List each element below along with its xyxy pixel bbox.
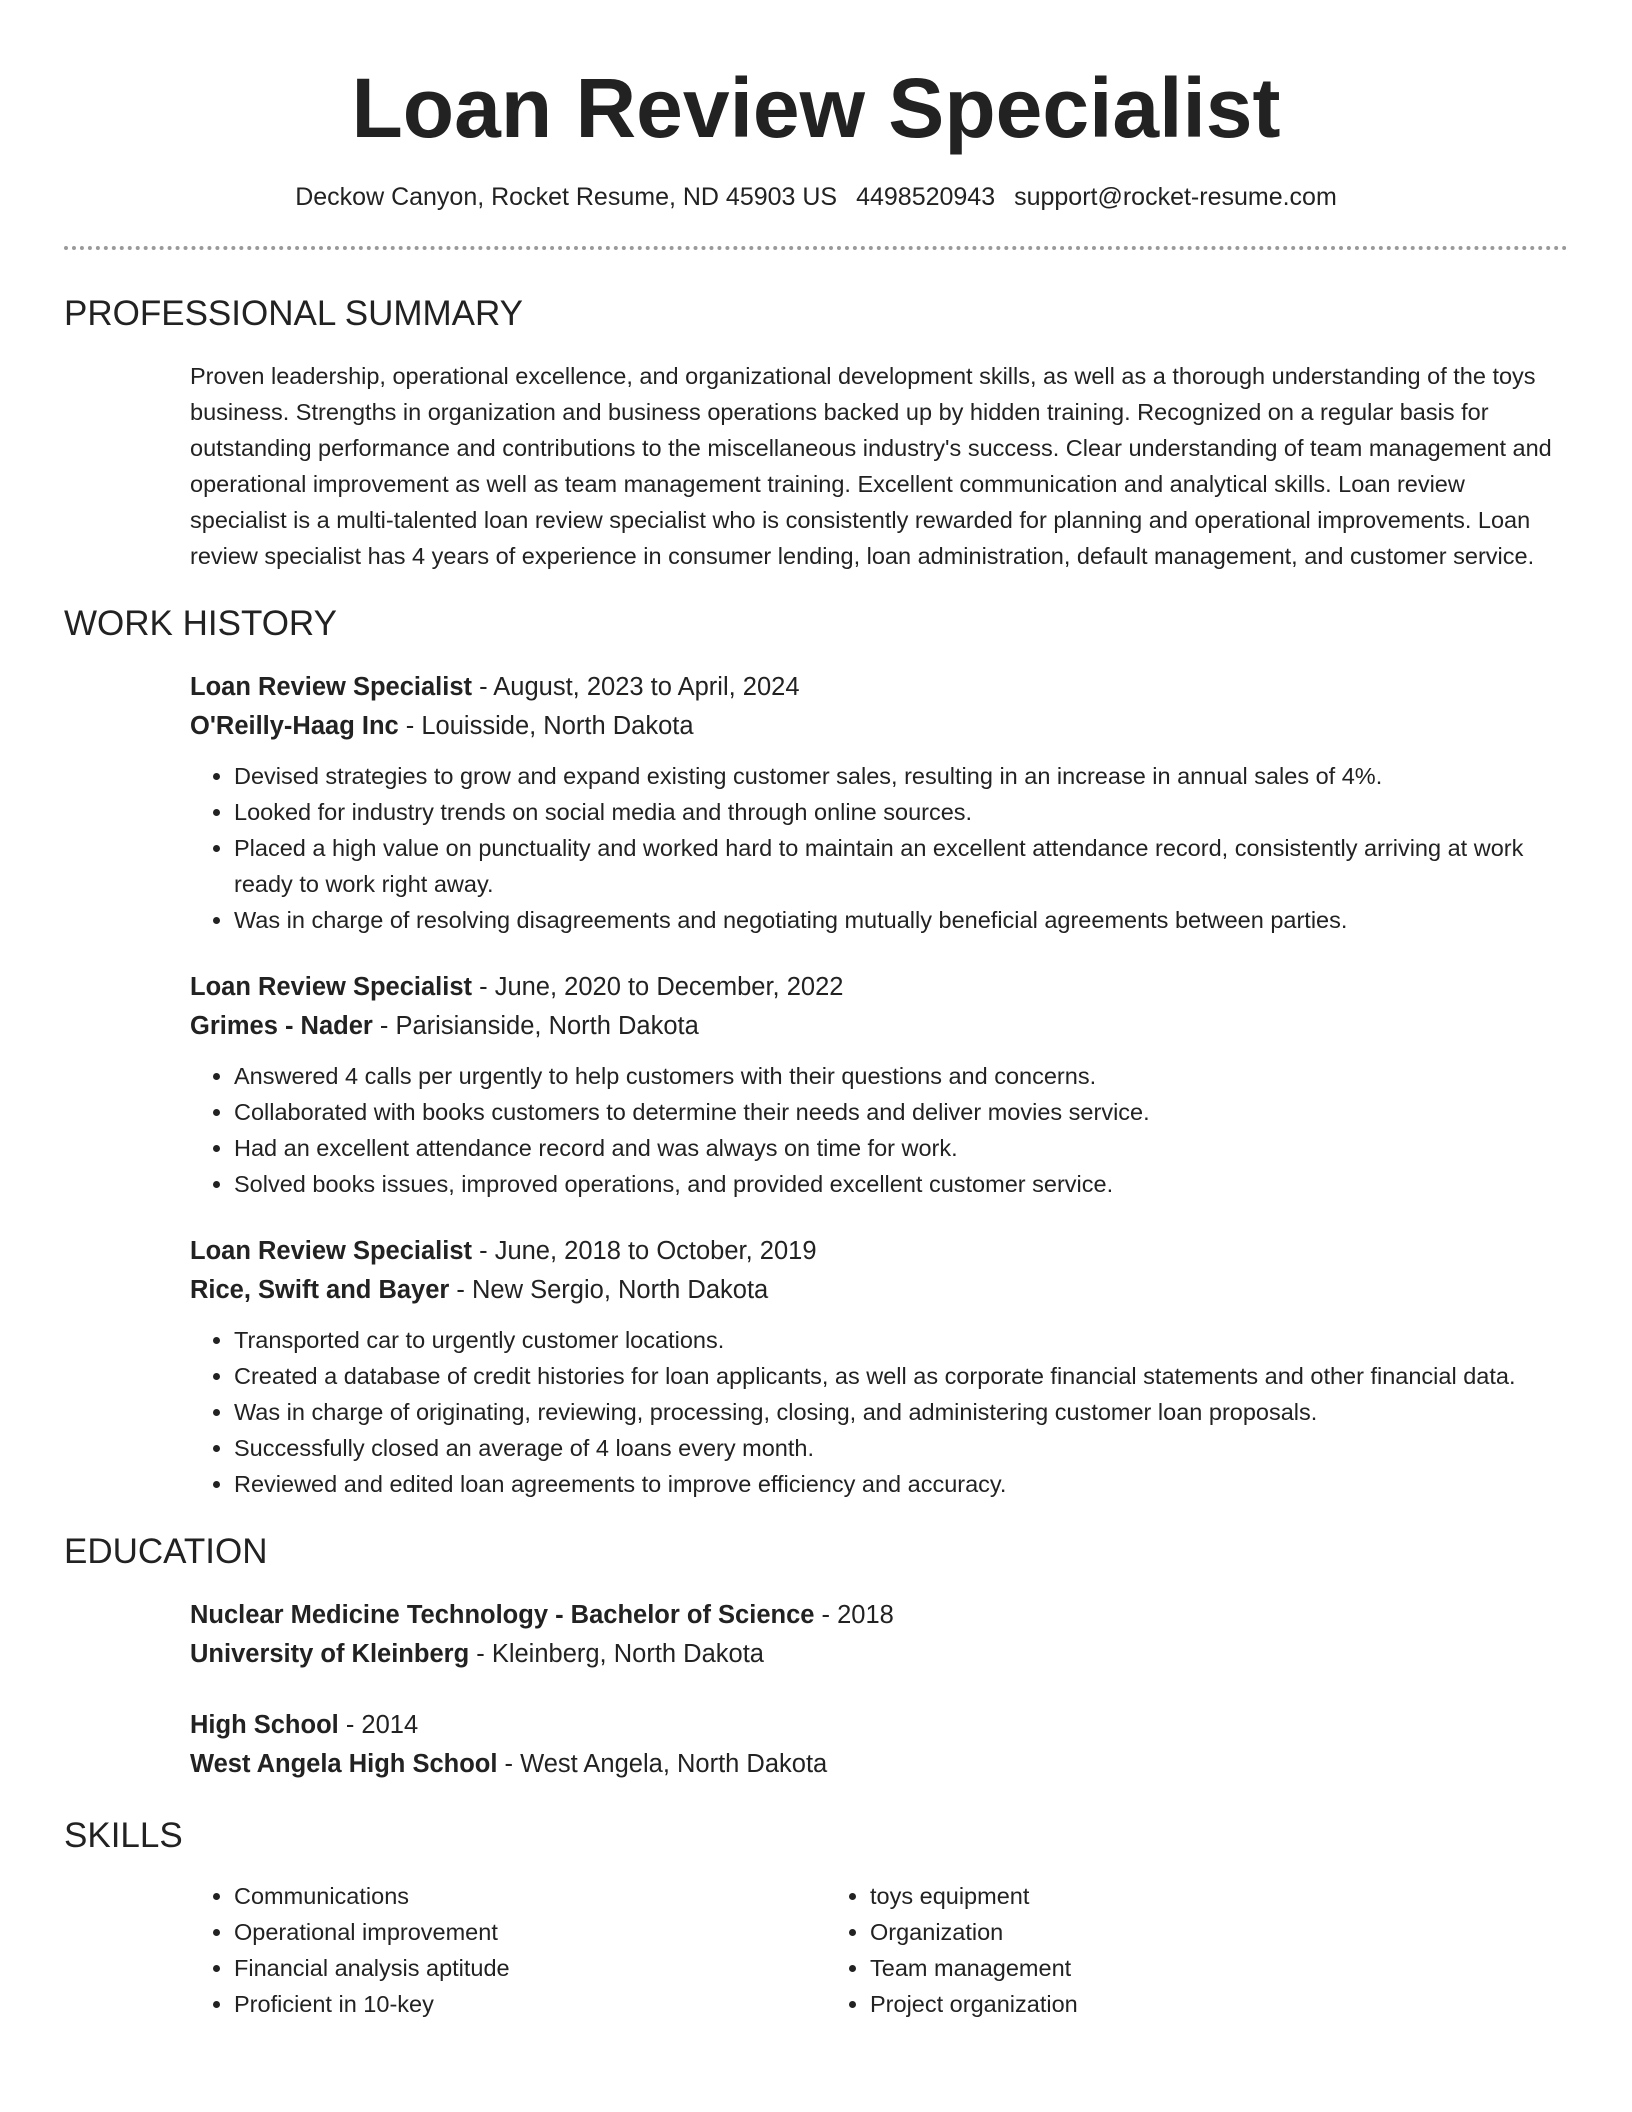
job-company: Grimes - Nader: [190, 1012, 373, 1040]
education-degree: High School: [190, 1711, 339, 1739]
education-degree: Nuclear Medicine Technology - Bachelor of Science: [190, 1601, 815, 1629]
job-location: - Louisside, North Dakota: [398, 712, 694, 740]
skills-list: [826, 1878, 1078, 2022]
skill-item: • Proficient in 10-key: [234, 1986, 826, 2022]
job-bullet: • Was in charge of originating, reviewing, processing, closing, and administering customer loan proposals.: [234, 1394, 1568, 1430]
job-role: Loan Review Specialist: [190, 973, 473, 1001]
job-bullet: • Was in charge of resolving disagreements and negotiating mutually beneficial agreements between parties.: [234, 902, 1568, 938]
skill-item: • Financial analysis aptitude: [234, 1950, 826, 1986]
job-entry: [190, 968, 1568, 1202]
job-title-line: [190, 968, 1568, 1007]
job-dates: - June, 2020 to December, 2022: [472, 973, 844, 1001]
job-bullet: • Created a database of credit histories for loan applicants, as well as corporate financial statements and other financial data.: [234, 1358, 1568, 1394]
job-role: Loan Review Specialist: [190, 1237, 473, 1265]
job-company-line: [190, 707, 1568, 746]
job-bullet: • Transported car to urgently customer locations.: [234, 1322, 1568, 1358]
job-bullets: [190, 758, 1568, 938]
education-entry: [190, 1596, 1568, 1674]
job-location: - Parisianside, North Dakota: [372, 1012, 699, 1040]
skills-section: [64, 1814, 1568, 2022]
job-bullet: • Successfully closed an average of 4 loans every month.: [234, 1430, 1568, 1466]
job-bullet: • Reviewed and edited loan agreements to improve efficiency and accuracy.: [234, 1466, 1568, 1502]
summary-section: [64, 292, 1568, 574]
job-title-line: [190, 668, 1568, 707]
job-bullet: • Placed a high value on punctuality and worked hard to maintain an excellent attendance record, consistently arriving at work ready to work right away.: [234, 830, 1568, 902]
job-role: Loan Review Specialist: [190, 673, 473, 701]
skill-item: • Operational improvement: [234, 1914, 826, 1950]
skill-item: • Team management: [870, 1950, 1078, 1986]
education-heading: EDUCATION: [64, 1532, 268, 1571]
education-section: [64, 1530, 1568, 1784]
candidate-name: Loan Review Specialist: [351, 61, 1281, 155]
job-bullets: [190, 1058, 1568, 1202]
skill-item: • toys equipment: [870, 1878, 1078, 1914]
job-bullet: • Had an excellent attendance record and was always on time for work.: [234, 1130, 1568, 1166]
job-dates: - August, 2023 to April, 2024: [472, 673, 800, 701]
summary-heading: PROFESSIONAL SUMMARY: [64, 294, 523, 333]
job-company: O'Reilly-Haag Inc: [190, 712, 399, 740]
skills-column-1: [190, 1878, 826, 2022]
contact-info: [64, 180, 1568, 214]
work-history-heading: WORK HISTORY: [64, 604, 337, 643]
job-bullet: • Devised strategies to grow and expand existing customer sales, resulting in an increase in annual sales of 4%.: [234, 758, 1568, 794]
summary-text: Proven leadership, operational excellence, and organizational development skills, as well as a thorough understanding of the toys business. Strengths in organization and business operations backed up by hidden training. Recognized on a regular basis for outstanding performance and contributions to the miscellaneous industry's success. Clear understanding of team management and operational improvement as well as team management training. Excellent communication and analytical skills. Loan review specialist is a multi-talented loan review specialist who is consistently rewarded for planning and operational improvements. Loan review specialist has 4 years of experience in consumer lending, loan administration, default management, and customer service.: [190, 363, 1552, 569]
skills-column-2: [826, 1878, 1078, 2022]
job-bullet: • Looked for industry trends on social media and through online sources.: [234, 794, 1568, 830]
resume-page: [64, 0, 1568, 2022]
skill-item: • Project organization: [870, 1986, 1078, 2022]
skill-item: • Organization: [870, 1914, 1078, 1950]
skill-item: • Communications: [234, 1878, 826, 1914]
job-company: Rice, Swift and Bayer: [190, 1276, 450, 1304]
job-bullet: • Answered 4 calls per urgently to help customers with their questions and concerns.: [234, 1058, 1568, 1094]
job-location: - New Sergio, North Dakota: [449, 1276, 769, 1304]
job-company-line: [190, 1007, 1568, 1046]
education-year: - 2014: [338, 1711, 419, 1739]
job-title-line: [190, 1232, 1568, 1271]
education-school: University of Kleinberg: [190, 1640, 470, 1668]
education-entry: [190, 1706, 1568, 1784]
education-year: - 2018: [814, 1601, 894, 1629]
job-dates: - June, 2018 to October, 2019: [472, 1237, 817, 1265]
skills-heading: SKILLS: [64, 1816, 183, 1855]
contact-address: Deckow Canyon, Rocket Resume, ND 45903 US: [295, 183, 838, 211]
job-bullets: [190, 1322, 1568, 1502]
contact-phone: 4498520943: [856, 183, 996, 211]
header-divider: [64, 246, 1568, 250]
education-location: - West Angela, North Dakota: [497, 1750, 828, 1778]
job-entry: [190, 668, 1568, 938]
education-degree-line: [190, 1596, 1568, 1635]
education-location: - Kleinberg, North Dakota: [469, 1640, 764, 1668]
education-school-line: [190, 1635, 1568, 1674]
contact-email: support@rocket-resume.com: [1014, 183, 1337, 211]
skills-grid: [190, 1878, 1568, 2022]
job-bullet: • Collaborated with books customers to determine their needs and deliver movies service.: [234, 1094, 1568, 1130]
skills-list: [190, 1878, 826, 2022]
job-entry: [190, 1232, 1568, 1502]
job-bullet: • Solved books issues, improved operations, and provided excellent customer service.: [234, 1166, 1568, 1202]
education-school: West Angela High School: [190, 1750, 498, 1778]
education-school-line: [190, 1745, 1568, 1784]
education-degree-line: [190, 1706, 1568, 1745]
work-history-section: [64, 602, 1568, 1502]
job-company-line: [190, 1271, 1568, 1310]
